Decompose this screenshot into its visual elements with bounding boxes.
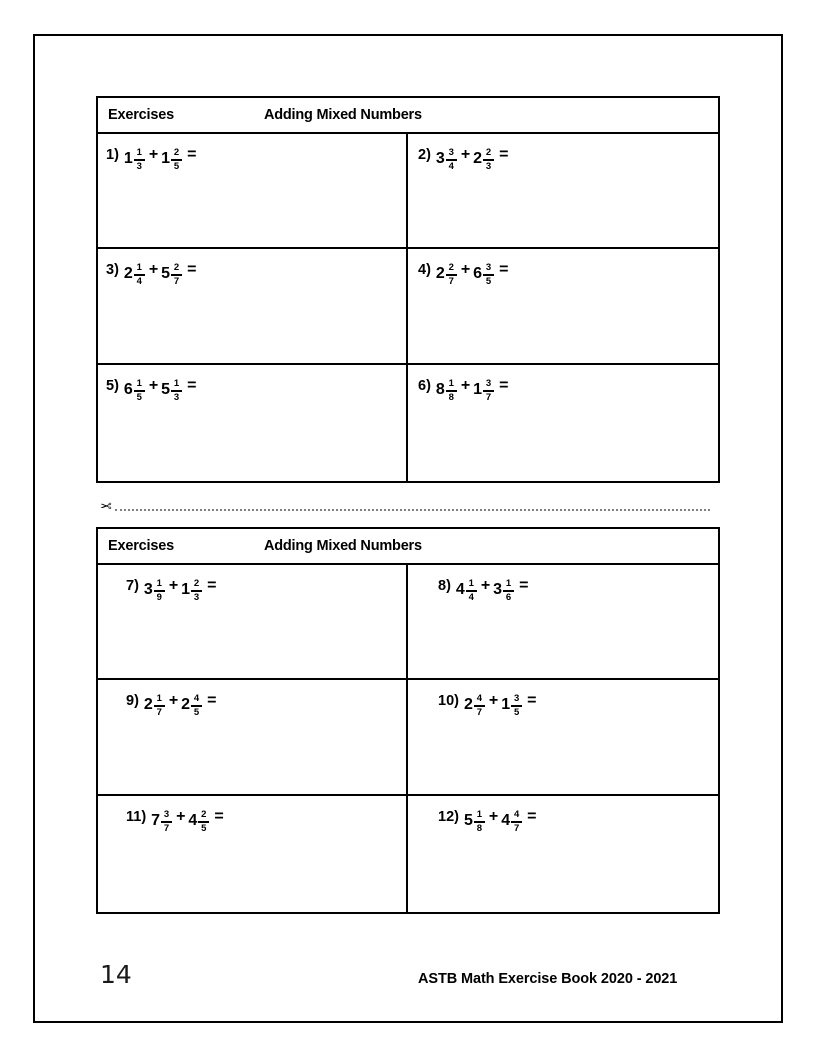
whole-number: 4 <box>501 811 511 829</box>
problem-number: 7) <box>126 578 139 594</box>
problem-row <box>98 796 718 912</box>
problem-cell[interactable] <box>408 680 718 794</box>
equals-sign: = <box>187 377 197 394</box>
fraction-denominator: 3 <box>193 591 200 603</box>
operator: + <box>148 261 159 278</box>
mixed-number <box>436 147 458 170</box>
sheet-header <box>98 98 718 134</box>
problem-cell[interactable] <box>408 796 718 912</box>
fraction-denominator: 4 <box>468 591 474 603</box>
fraction-numerator: 2 <box>193 578 200 589</box>
mixed-number <box>493 578 515 601</box>
fraction-denominator: 4 <box>136 275 142 287</box>
fraction <box>511 694 522 717</box>
fraction-numerator: 4 <box>476 693 483 704</box>
mixed-number <box>501 809 523 832</box>
whole-number: 5 <box>161 380 171 398</box>
problem-cell[interactable] <box>408 365 718 481</box>
problem-number: 3) <box>106 262 119 278</box>
fraction-numerator: 4 <box>193 693 200 704</box>
problem-cell[interactable] <box>98 365 408 481</box>
mixed-number <box>436 262 458 285</box>
cut-line <box>100 496 710 516</box>
fraction-denominator: 3 <box>173 391 180 403</box>
fraction <box>161 810 172 833</box>
equals-sign: = <box>499 146 509 163</box>
problem-number: 12) <box>438 809 459 825</box>
problem-expression <box>408 365 718 401</box>
problem-number: 5) <box>106 378 119 394</box>
fraction-denominator: 7 <box>513 822 520 834</box>
equals-sign: = <box>187 261 197 278</box>
operator: + <box>488 808 499 825</box>
equals-sign: = <box>519 577 529 594</box>
fraction-numerator: 1 <box>156 578 162 589</box>
operator: + <box>168 692 179 709</box>
fraction <box>171 379 182 402</box>
problem-expression <box>98 796 406 832</box>
problem-expression <box>98 365 406 401</box>
fraction <box>511 810 522 833</box>
equals-sign: = <box>187 146 197 163</box>
fraction-denominator: 8 <box>476 822 483 834</box>
problem-expression <box>408 134 718 170</box>
fraction <box>154 579 165 602</box>
fraction-numerator: 3 <box>163 809 170 820</box>
fraction-denominator: 7 <box>163 822 170 834</box>
mixed-number <box>464 809 486 832</box>
equals-sign: = <box>207 577 217 594</box>
fraction-denominator: 5 <box>513 706 520 718</box>
fraction <box>171 263 182 286</box>
fraction-denominator: 9 <box>156 591 162 603</box>
whole-number: 2 <box>463 695 473 713</box>
fraction-numerator: 1 <box>136 378 142 389</box>
fraction-numerator: 2 <box>173 147 180 158</box>
fraction-denominator: 7 <box>173 275 180 287</box>
problem-expression <box>408 680 718 716</box>
mixed-number <box>161 262 183 285</box>
fraction-numerator: 3 <box>485 262 492 273</box>
mixed-number <box>161 378 183 401</box>
mixed-number <box>473 262 495 285</box>
mixed-number <box>151 809 173 832</box>
operator: + <box>148 377 159 394</box>
fraction-numerator: 1 <box>156 693 162 704</box>
whole-number: 7 <box>151 811 161 829</box>
mixed-number <box>473 147 495 170</box>
fraction <box>446 379 457 402</box>
whole-number: 2 <box>473 149 483 167</box>
fraction-denominator: 7 <box>156 706 162 718</box>
fraction-numerator: 2 <box>173 262 180 273</box>
fraction <box>191 579 202 602</box>
mixed-number <box>181 578 203 601</box>
problem-expression <box>98 249 406 285</box>
whole-number: 1 <box>181 580 191 598</box>
mixed-number <box>501 693 523 716</box>
fraction-denominator: 5 <box>201 822 207 834</box>
fraction <box>134 379 145 402</box>
scissors-icon: ✂ <box>100 498 112 514</box>
fraction-denominator: 8 <box>448 391 454 403</box>
problem-row <box>98 134 718 249</box>
fraction-numerator: 1 <box>173 378 180 389</box>
mixed-number <box>473 378 495 401</box>
mixed-number <box>181 693 203 716</box>
problem-row <box>98 249 718 365</box>
whole-number: 4 <box>188 811 198 829</box>
whole-number: 2 <box>435 264 445 282</box>
mixed-number <box>124 262 146 285</box>
fraction <box>171 148 182 171</box>
mixed-number <box>144 578 166 601</box>
problem-number: 8) <box>438 578 451 594</box>
problem-number: 1) <box>106 147 119 163</box>
whole-number: 5 <box>161 264 171 282</box>
exercise-sheet-top <box>96 96 720 483</box>
problem-expression <box>408 796 718 832</box>
problem-row <box>98 365 718 481</box>
problem-cell[interactable] <box>98 134 408 247</box>
mixed-number <box>161 147 183 170</box>
fraction-denominator: 6 <box>505 591 512 603</box>
fraction-denominator: 5 <box>136 391 142 403</box>
operator: + <box>460 377 471 394</box>
problem-cell[interactable] <box>98 796 408 912</box>
fraction <box>191 694 202 717</box>
whole-number: 1 <box>473 380 483 398</box>
fraction <box>466 579 477 602</box>
fraction <box>474 810 485 833</box>
fraction-numerator: 1 <box>136 147 142 158</box>
problem-expression <box>98 680 406 716</box>
fraction <box>483 263 494 286</box>
problem-number: 9) <box>126 693 139 709</box>
problem-expression <box>98 565 406 601</box>
problem-cell[interactable] <box>98 565 408 678</box>
problem-cell[interactable] <box>408 134 718 247</box>
mixed-number <box>436 378 458 401</box>
whole-number: 3 <box>143 580 153 598</box>
fraction-numerator: 1 <box>505 578 512 589</box>
problem-number: 2) <box>418 147 431 163</box>
operator: + <box>168 577 179 594</box>
equals-sign: = <box>207 692 217 709</box>
equals-sign: = <box>527 692 537 709</box>
fraction-numerator: 2 <box>201 809 207 820</box>
footer-title: ASTB Math Exercise Book 2020 - 2021 <box>418 971 678 987</box>
operator: + <box>460 146 471 163</box>
whole-number: 2 <box>123 264 133 282</box>
fraction <box>503 579 514 602</box>
page-footer <box>96 960 720 1000</box>
fraction <box>483 148 494 171</box>
whole-number: 3 <box>493 580 503 598</box>
fraction <box>446 148 457 171</box>
fraction <box>474 694 485 717</box>
fraction-numerator: 1 <box>136 262 142 273</box>
fraction-denominator: 3 <box>136 160 142 172</box>
fraction-numerator: 2 <box>485 147 492 158</box>
problem-cell[interactable] <box>98 680 408 794</box>
problem-row <box>98 680 718 796</box>
fraction <box>154 694 165 717</box>
operator: + <box>480 577 491 594</box>
mixed-number <box>124 378 146 401</box>
fraction-denominator: 3 <box>485 160 492 172</box>
fraction-numerator: 1 <box>448 378 454 389</box>
sheet-title: Adding Mixed Numbers <box>263 107 422 123</box>
problem-expression <box>408 249 718 285</box>
sheet-title: Adding Mixed Numbers <box>263 538 422 554</box>
fraction-numerator: 3 <box>513 693 520 704</box>
problem-number: 10) <box>438 693 459 709</box>
exercises-label: Exercises <box>108 107 174 123</box>
fraction-denominator: 4 <box>448 160 454 172</box>
fraction-numerator: 3 <box>448 147 454 158</box>
exercises-label: Exercises <box>108 538 174 554</box>
fraction <box>483 379 494 402</box>
operator: + <box>460 261 471 278</box>
whole-number: 8 <box>435 380 445 398</box>
operator: + <box>148 146 159 163</box>
fraction <box>134 263 145 286</box>
fraction-denominator: 7 <box>476 706 483 718</box>
fraction <box>446 263 457 286</box>
equals-sign: = <box>214 808 224 825</box>
mixed-number <box>456 578 478 601</box>
whole-number: 1 <box>123 149 133 167</box>
problem-row <box>98 565 718 680</box>
mixed-number <box>124 147 146 170</box>
sheet-header <box>98 529 718 565</box>
problem-number: 11) <box>126 809 147 825</box>
exercise-sheet-bottom <box>96 527 720 914</box>
whole-number: 1 <box>161 149 171 167</box>
mixed-number <box>188 809 210 832</box>
problem-number: 6) <box>418 378 431 394</box>
cut-line-dots <box>115 509 710 511</box>
fraction <box>198 810 209 833</box>
problem-cell[interactable] <box>408 565 718 678</box>
problem-expression <box>98 134 406 170</box>
whole-number: 2 <box>143 695 153 713</box>
fraction-denominator: 5 <box>193 706 200 718</box>
fraction-numerator: 1 <box>476 809 483 820</box>
whole-number: 4 <box>455 580 465 598</box>
fraction-denominator: 5 <box>173 160 180 172</box>
fraction <box>134 148 145 171</box>
equals-sign: = <box>499 377 509 394</box>
fraction-denominator: 7 <box>485 391 492 403</box>
whole-number: 2 <box>181 695 191 713</box>
page-number: 14 <box>100 960 132 989</box>
whole-number: 6 <box>123 380 133 398</box>
equals-sign: = <box>527 808 537 825</box>
mixed-number <box>144 693 166 716</box>
fraction-numerator: 1 <box>468 578 474 589</box>
whole-number: 3 <box>435 149 445 167</box>
operator: + <box>176 808 186 825</box>
fraction-numerator: 2 <box>448 262 454 273</box>
problem-number: 4) <box>418 262 431 278</box>
whole-number: 6 <box>473 264 483 282</box>
problem-cell[interactable] <box>98 249 408 363</box>
problem-expression <box>408 565 718 601</box>
equals-sign: = <box>499 261 509 278</box>
problem-cell[interactable] <box>408 249 718 363</box>
fraction-numerator: 3 <box>485 378 492 389</box>
fraction-denominator: 5 <box>485 275 492 287</box>
operator: + <box>488 692 499 709</box>
mixed-number <box>464 693 486 716</box>
whole-number: 1 <box>501 695 511 713</box>
whole-number: 5 <box>463 811 473 829</box>
fraction-denominator: 7 <box>448 275 454 287</box>
fraction-numerator: 4 <box>513 809 520 820</box>
